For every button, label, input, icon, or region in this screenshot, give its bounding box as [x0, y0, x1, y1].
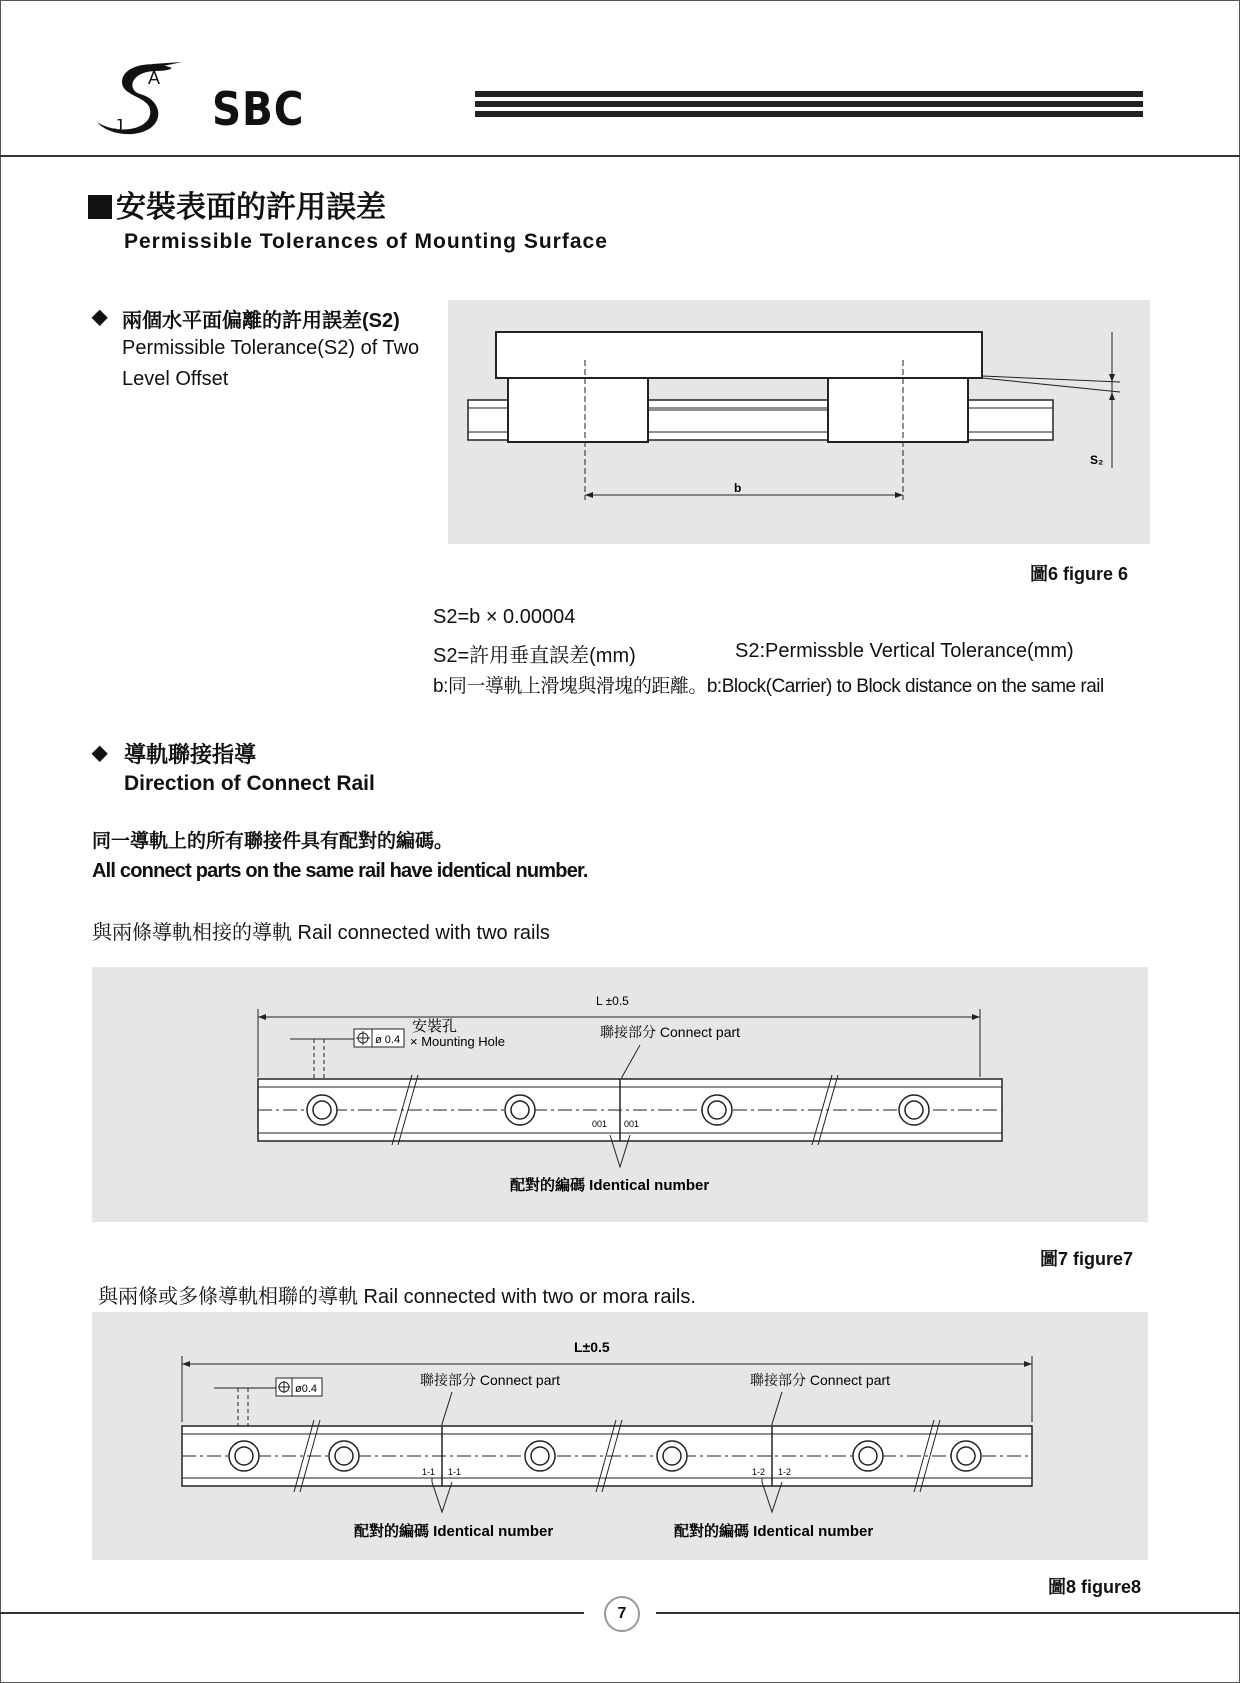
header-stripes — [475, 91, 1143, 117]
fig7-number-left: 001 — [592, 1119, 608, 1129]
figure-7-caption: 圖7 figure7 — [1040, 1249, 1134, 1269]
fig8-number-1a: 1-1 — [422, 1467, 436, 1477]
connect-title-cn: 導軌聯接指導 — [124, 742, 257, 767]
fig7-length: L ±0.5 — [596, 994, 629, 1008]
fig7-connect-part: 聯接部分 Connect part — [600, 1024, 741, 1040]
figure-6-caption: 圖6 figure 6 — [1030, 564, 1129, 584]
figure-7-heading: 與兩條導軌相接的導軌 Rail connected with two rails — [92, 922, 550, 944]
figure-6-drawing — [448, 300, 1150, 544]
fig7-number-right: 001 — [624, 1119, 640, 1129]
fig8-number-2b: 1-2 — [778, 1467, 792, 1477]
fig6-label-s2: S₂ — [1090, 453, 1104, 467]
fig8-tolerance: ø0.4 — [295, 1383, 318, 1395]
fig8-identical-number-1: 配對的編碼 Identical number — [354, 1523, 554, 1540]
brand-name: SBC — [212, 82, 305, 136]
header-divider — [0, 155, 1240, 157]
s2-title-en-2: Level Offset — [122, 368, 229, 390]
b-definition: b:同一導軌上滑塊與滑塊的距離。b:Block(Carrier) to Block distance on the same rail — [433, 676, 1104, 697]
section-title-en: Permissible Tolerances of Mounting Surface — [124, 230, 608, 253]
fig8-length: L±0.5 — [574, 1339, 610, 1355]
figure-8 — [92, 1312, 1148, 1560]
fig8-number-1b: 1-1 — [448, 1467, 462, 1477]
diamond-bullet-icon-2: ◆ — [92, 742, 108, 764]
s2-formula: S2=b × 0.00004 — [433, 606, 576, 628]
sja-logo — [92, 60, 192, 140]
connect-note-en: All connect parts on the same rail have identical number. — [92, 860, 588, 882]
fig7-hole-cn: 安裝孔 — [412, 1018, 458, 1035]
figure-8-heading: 與兩條或多條導軌相聯的導軌 Rail connected with two or mora rails. — [98, 1286, 696, 1308]
figure-6 — [448, 300, 1150, 544]
fig8-number-2a: 1-2 — [752, 1467, 766, 1477]
fig8-connect-part-1: 聯接部分 Connect part — [420, 1372, 561, 1388]
section-title-cn: 安裝表面的許用誤差 — [116, 191, 386, 224]
figure-7 — [92, 967, 1148, 1222]
page-number: 7 — [604, 1596, 640, 1632]
square-bullet-icon — [88, 195, 112, 219]
connect-note-cn: 同一導軌上的所有聯接件具有配對的編碼。 — [92, 831, 454, 852]
footer-line-right — [656, 1612, 1240, 1614]
connect-title-en: Direction of Connect Rail — [124, 772, 375, 795]
s2-title-cn: 兩個水平面偏離的許用誤差(S2) — [122, 310, 400, 332]
fig8-identical-number-2: 配對的編碼 Identical number — [674, 1523, 874, 1540]
figure-8-drawing — [92, 1312, 1148, 1560]
section-title — [88, 182, 386, 226]
s2-def-cn: S2=許用垂直誤差(mm) — [433, 645, 636, 667]
s2-title-en-1: Permissible Tolerance(S2) of Two — [122, 337, 420, 359]
fig7-tolerance: ø 0.4 — [375, 1034, 401, 1046]
svg-text:A: A — [148, 68, 161, 88]
figure-7-drawing — [92, 967, 1148, 1222]
fig6-label-b: b — [734, 481, 742, 495]
figure-8-caption: 圖8 figure8 — [1048, 1577, 1142, 1597]
s2-def-en: S2:Permissble Vertical Tolerance(mm) — [735, 640, 1074, 662]
fig8-connect-part-2: 聯接部分 Connect part — [750, 1372, 891, 1388]
diamond-bullet-icon: ◆ — [92, 306, 108, 328]
fig7-hole-en: × Mounting Hole — [410, 1034, 506, 1049]
svg-text:J: J — [114, 116, 123, 136]
fig7-identical-number: 配對的編碼 Identical number — [510, 1177, 710, 1194]
footer-line-left — [0, 1612, 584, 1614]
